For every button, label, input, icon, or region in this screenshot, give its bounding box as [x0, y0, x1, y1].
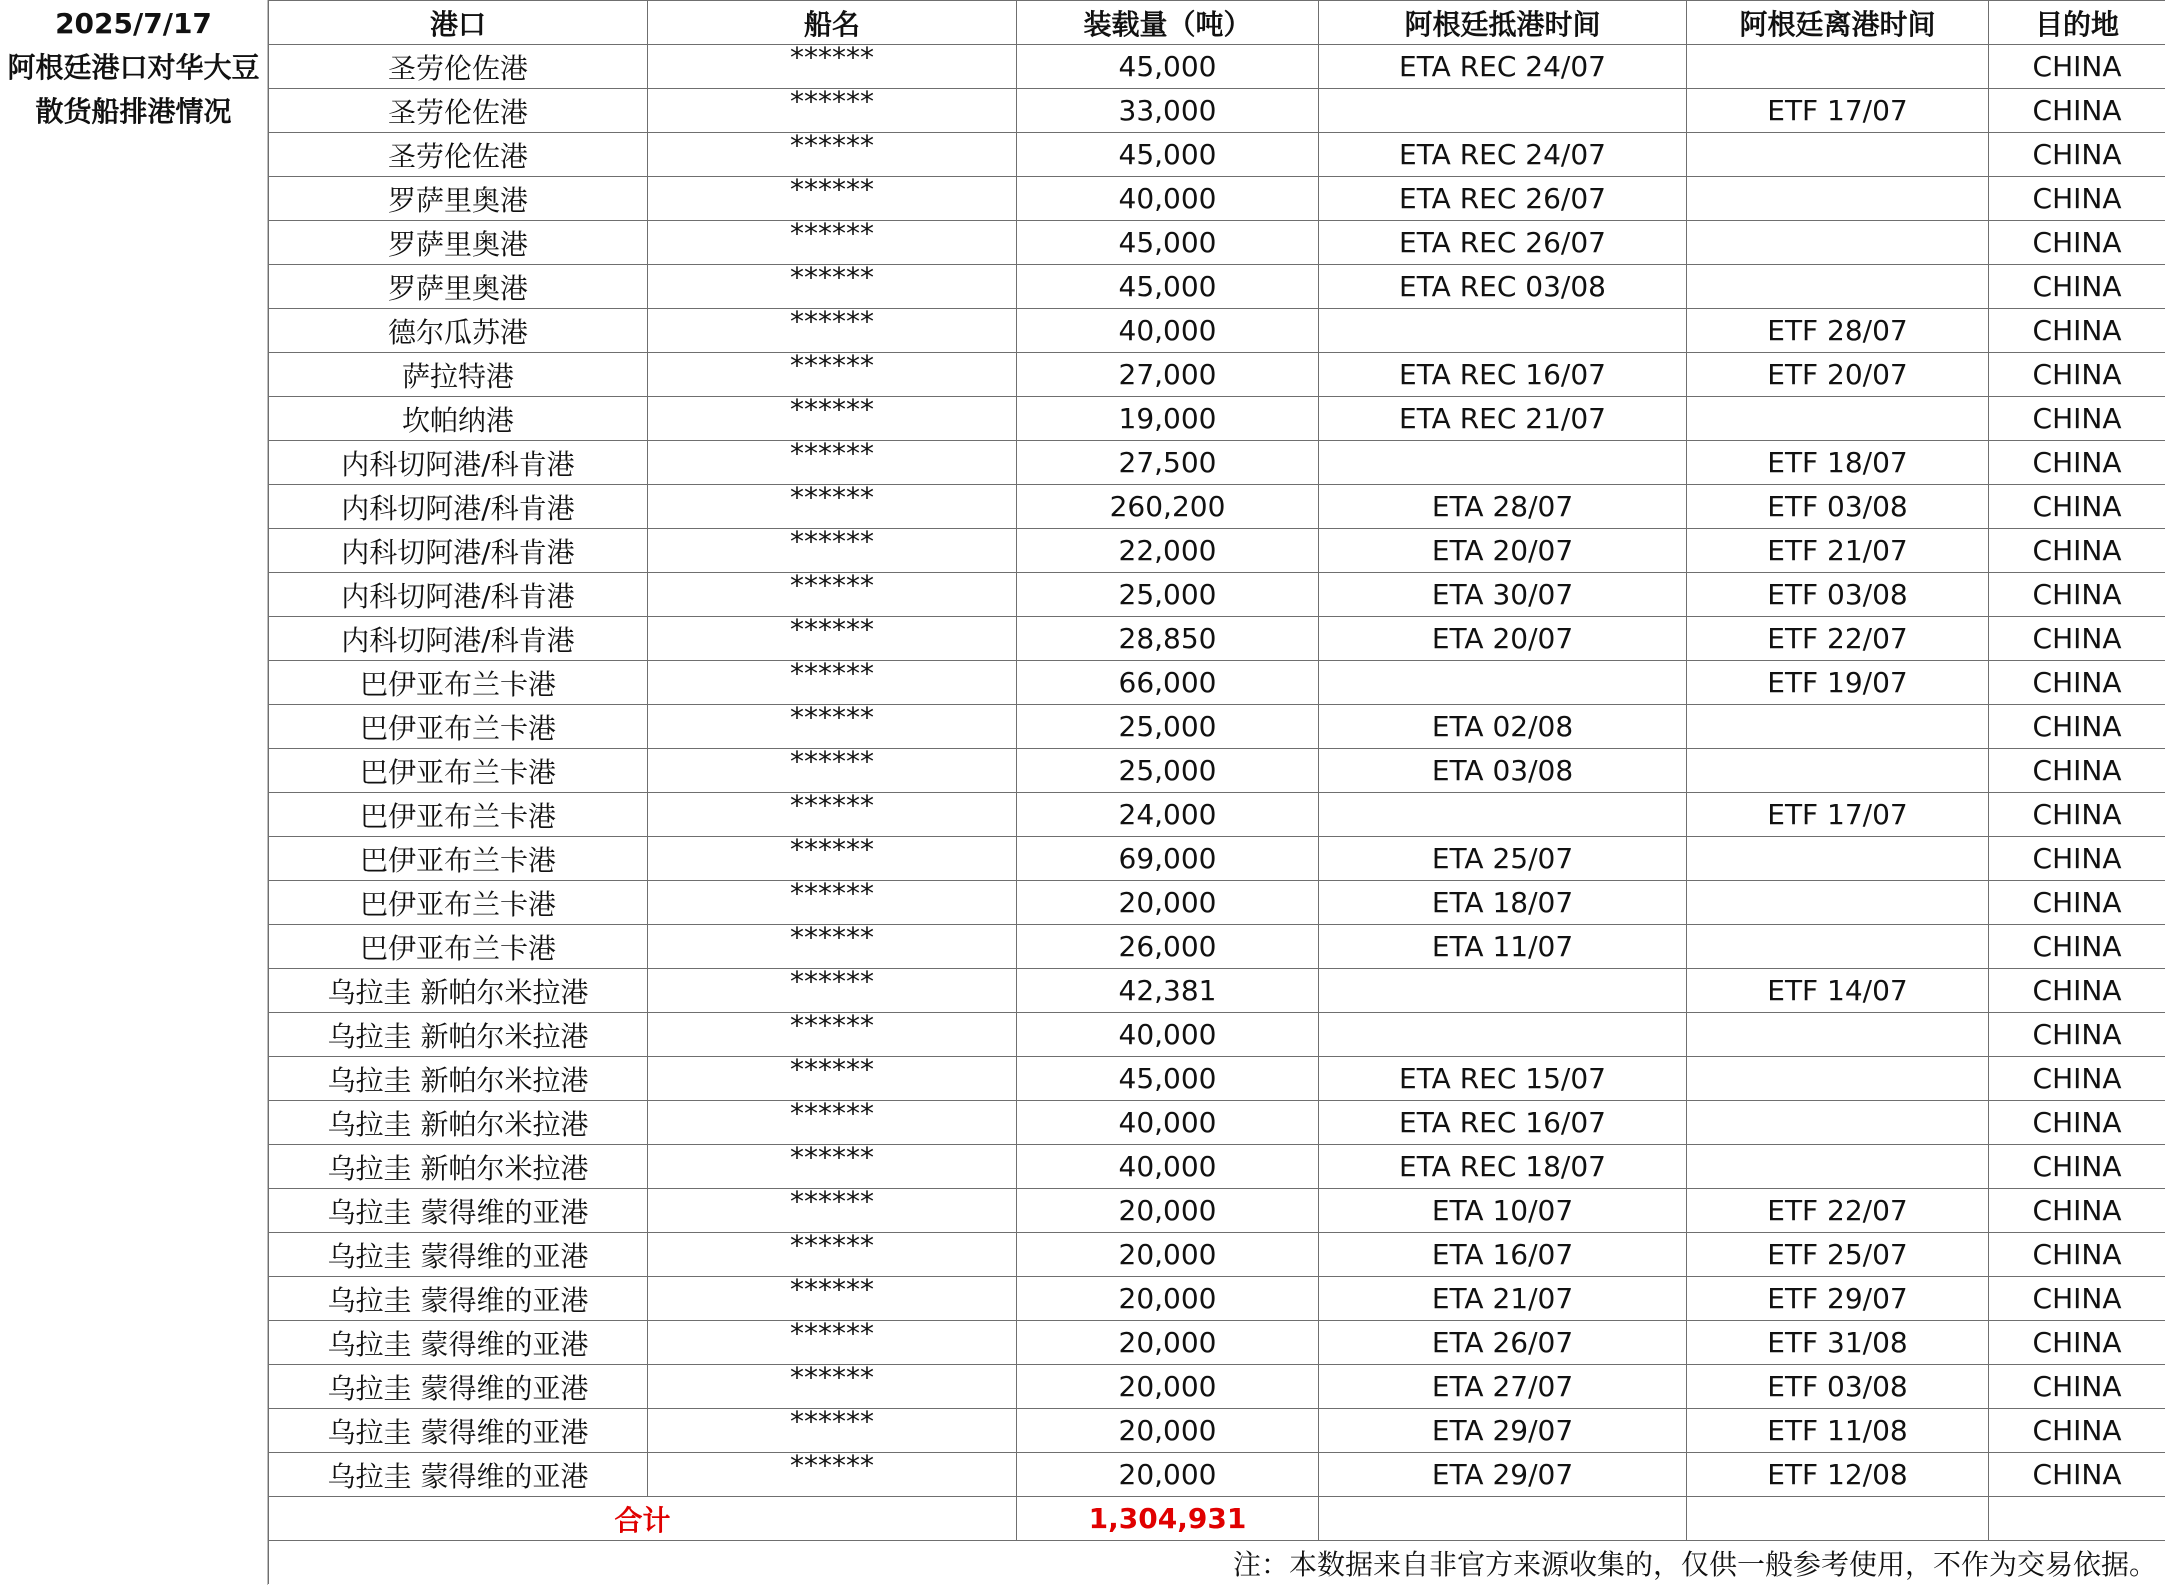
cell-port: 德尔瓜苏港: [269, 309, 648, 353]
cell-eta: ETA 11/07: [1319, 925, 1687, 969]
table-row: [269, 485, 2165, 529]
cell-ship: ******: [648, 1277, 1017, 1321]
cell-destination: CHINA: [1989, 265, 2165, 309]
cell-destination: CHINA: [1989, 793, 2165, 837]
cell-port: 内科切阿港/科肯港: [269, 617, 648, 661]
cell-port: 乌拉圭 新帕尔米拉港: [269, 1101, 648, 1145]
table-header-row: [269, 1, 2165, 45]
cell-eta: [1319, 793, 1687, 837]
cell-ship: ******: [648, 1101, 1017, 1145]
table-row: [269, 1409, 2165, 1453]
cell-destination: CHINA: [1989, 705, 2165, 749]
table-row: [269, 1321, 2165, 1365]
cell-destination: CHINA: [1989, 1365, 2165, 1409]
cell-eta: [1319, 441, 1687, 485]
cell-load: 20,000: [1017, 1233, 1319, 1277]
cell-eta: ETA REC 26/07: [1319, 221, 1687, 265]
cell-destination: CHINA: [1989, 441, 2165, 485]
cell-load: 45,000: [1017, 45, 1319, 89]
cell-eta: ETA 26/07: [1319, 1321, 1687, 1365]
cell-destination: CHINA: [1989, 1321, 2165, 1365]
cell-eta: ETA REC 26/07: [1319, 177, 1687, 221]
cell-eta: ETA 16/07: [1319, 1233, 1687, 1277]
cell-destination: CHINA: [1989, 133, 2165, 177]
cell-port: 巴伊亚布兰卡港: [269, 925, 648, 969]
cell-destination: CHINA: [1989, 529, 2165, 573]
cell-load: 66,000: [1017, 661, 1319, 705]
report-date: 2025/7/17: [55, 7, 212, 40]
cell-ship: ******: [648, 925, 1017, 969]
cell-ship: ******: [648, 485, 1017, 529]
cell-ship: ******: [648, 133, 1017, 177]
cell-ship: ******: [648, 749, 1017, 793]
cell-eta: ETA REC 16/07: [1319, 353, 1687, 397]
cell-ship: ******: [648, 617, 1017, 661]
header-load: 装载量（吨）: [1017, 1, 1319, 45]
cell-ship: ******: [648, 529, 1017, 573]
cell-ship: ******: [648, 969, 1017, 1013]
cell-eta: ETA 20/07: [1319, 617, 1687, 661]
cell-port: 内科切阿港/科肯港: [269, 529, 648, 573]
cell-eta: ETA 28/07: [1319, 485, 1687, 529]
cell-etf: ETF 19/07: [1687, 661, 1989, 705]
cell-destination: CHINA: [1989, 89, 2165, 133]
cell-etf: ETF 17/07: [1687, 89, 1989, 133]
cell-port: 坎帕纳港: [269, 397, 648, 441]
cell-load: 45,000: [1017, 265, 1319, 309]
cell-etf: ETF 14/07: [1687, 969, 1989, 1013]
table-row: [269, 617, 2165, 661]
cell-ship: ******: [648, 1365, 1017, 1409]
cell-destination: CHINA: [1989, 1453, 2165, 1497]
cell-destination: CHINA: [1989, 1145, 2165, 1189]
cell-eta: ETA 29/07: [1319, 1453, 1687, 1497]
cell-port: 乌拉圭 蒙得维的亚港: [269, 1453, 648, 1497]
cell-ship: ******: [648, 441, 1017, 485]
cell-ship: ******: [648, 881, 1017, 925]
cell-load: 40,000: [1017, 177, 1319, 221]
table-row: [269, 1013, 2165, 1057]
cell-destination: CHINA: [1989, 661, 2165, 705]
cell-destination: CHINA: [1989, 177, 2165, 221]
table-row: [269, 1189, 2165, 1233]
cell-etf: [1687, 45, 1989, 89]
header-ship: 船名: [648, 1, 1017, 45]
cell-port: 巴伊亚布兰卡港: [269, 705, 648, 749]
cell-etf: ETF 12/08: [1687, 1453, 1989, 1497]
cell-port: 乌拉圭 新帕尔米拉港: [269, 1013, 648, 1057]
table-body: [269, 45, 2165, 1497]
cell-eta: [1319, 661, 1687, 705]
table-row: [269, 1233, 2165, 1277]
cell-ship: ******: [648, 1453, 1017, 1497]
cell-etf: ETF 03/08: [1687, 573, 1989, 617]
cell-ship: ******: [648, 1057, 1017, 1101]
cell-ship: ******: [648, 221, 1017, 265]
cell-eta: ETA REC 03/08: [1319, 265, 1687, 309]
report-title: 阿根廷港口对华大豆散货船排港情况: [7, 51, 260, 128]
cell-load: 20,000: [1017, 1453, 1319, 1497]
table-row: [269, 177, 2165, 221]
cell-etf: ETF 11/08: [1687, 1409, 1989, 1453]
cell-eta: [1319, 969, 1687, 1013]
cell-destination: CHINA: [1989, 1101, 2165, 1145]
cell-etf: [1687, 397, 1989, 441]
table-row: [269, 529, 2165, 573]
cell-destination: CHINA: [1989, 881, 2165, 925]
table-row: [269, 1101, 2165, 1145]
cell-ship: ******: [648, 45, 1017, 89]
cell-eta: ETA REC 21/07: [1319, 397, 1687, 441]
cell-etf: [1687, 177, 1989, 221]
cell-etf: ETF 22/07: [1687, 617, 1989, 661]
cell-destination: CHINA: [1989, 617, 2165, 661]
cell-port: 巴伊亚布兰卡港: [269, 749, 648, 793]
cell-destination: CHINA: [1989, 485, 2165, 529]
total-value: 1,304,931: [1017, 1497, 1319, 1541]
cell-ship: ******: [648, 1145, 1017, 1189]
cell-etf: [1687, 265, 1989, 309]
cell-ship: ******: [648, 661, 1017, 705]
table-row: [269, 573, 2165, 617]
table-row: [269, 705, 2165, 749]
table-row: [269, 793, 2165, 837]
cell-ship: ******: [648, 705, 1017, 749]
cell-load: 40,000: [1017, 1101, 1319, 1145]
cell-etf: [1687, 925, 1989, 969]
cell-etf: [1687, 881, 1989, 925]
cell-eta: ETA 30/07: [1319, 573, 1687, 617]
cell-ship: ******: [648, 793, 1017, 837]
cell-destination: CHINA: [1989, 1189, 2165, 1233]
cell-eta: ETA 03/08: [1319, 749, 1687, 793]
cell-port: 巴伊亚布兰卡港: [269, 661, 648, 705]
cell-eta: ETA REC 18/07: [1319, 1145, 1687, 1189]
cell-port: 圣劳伦佐港: [269, 89, 648, 133]
table-row: [269, 925, 2165, 969]
table-row: [269, 749, 2165, 793]
cell-eta: ETA REC 24/07: [1319, 133, 1687, 177]
table-row: [269, 45, 2165, 89]
cell-eta: ETA REC 16/07: [1319, 1101, 1687, 1145]
cell-etf: ETF 28/07: [1687, 309, 1989, 353]
sidebar-panel: [0, 0, 268, 1585]
cell-port: 乌拉圭 新帕尔米拉港: [269, 1057, 648, 1101]
cell-eta: [1319, 309, 1687, 353]
cell-etf: [1687, 133, 1989, 177]
cell-destination: CHINA: [1989, 353, 2165, 397]
cell-destination: CHINA: [1989, 1409, 2165, 1453]
cell-etf: [1687, 1013, 1989, 1057]
cell-load: 25,000: [1017, 749, 1319, 793]
cell-port: 乌拉圭 蒙得维的亚港: [269, 1409, 648, 1453]
table-row: [269, 221, 2165, 265]
cell-port: 乌拉圭 蒙得维的亚港: [269, 1189, 648, 1233]
header-port: 港口: [269, 1, 648, 45]
cell-load: 33,000: [1017, 89, 1319, 133]
cell-etf: [1687, 1101, 1989, 1145]
cell-ship: ******: [648, 1409, 1017, 1453]
cell-etf: ETF 17/07: [1687, 793, 1989, 837]
cell-ship: ******: [648, 1321, 1017, 1365]
cell-load: 260,200: [1017, 485, 1319, 529]
table-row: [269, 353, 2165, 397]
cell-eta: ETA REC 24/07: [1319, 45, 1687, 89]
cell-ship: ******: [648, 309, 1017, 353]
cell-etf: ETF 22/07: [1687, 1189, 1989, 1233]
table-row: [269, 89, 2165, 133]
cell-destination: CHINA: [1989, 45, 2165, 89]
cell-load: 26,000: [1017, 925, 1319, 969]
table-row: [269, 265, 2165, 309]
cell-port: 圣劳伦佐港: [269, 133, 648, 177]
cell-etf: ETF 31/08: [1687, 1321, 1989, 1365]
cell-etf: [1687, 221, 1989, 265]
total-label: 合计: [269, 1497, 1017, 1541]
total-blank: [1319, 1497, 1687, 1541]
cell-ship: ******: [648, 353, 1017, 397]
cell-eta: [1319, 1013, 1687, 1057]
cell-destination: CHINA: [1989, 1277, 2165, 1321]
cell-etf: [1687, 1145, 1989, 1189]
cell-destination: CHINA: [1989, 837, 2165, 881]
cell-load: 40,000: [1017, 309, 1319, 353]
cell-port: 内科切阿港/科肯港: [269, 573, 648, 617]
cell-eta: ETA 21/07: [1319, 1277, 1687, 1321]
cell-load: 19,000: [1017, 397, 1319, 441]
cell-port: 巴伊亚布兰卡港: [269, 881, 648, 925]
cell-port: 乌拉圭 新帕尔米拉港: [269, 1145, 648, 1189]
header-eta: 阿根廷抵港时间: [1319, 1, 1687, 45]
cell-ship: ******: [648, 573, 1017, 617]
total-blank: [1687, 1497, 1989, 1541]
cell-load: 27,000: [1017, 353, 1319, 397]
table-row: [269, 1365, 2165, 1409]
cell-eta: ETA 27/07: [1319, 1365, 1687, 1409]
cell-load: 22,000: [1017, 529, 1319, 573]
total-row: [269, 1497, 2165, 1541]
cell-eta: ETA 29/07: [1319, 1409, 1687, 1453]
cell-etf: ETF 21/07: [1687, 529, 1989, 573]
cell-destination: CHINA: [1989, 749, 2165, 793]
cell-ship: ******: [648, 1189, 1017, 1233]
cell-etf: [1687, 749, 1989, 793]
cell-ship: ******: [648, 397, 1017, 441]
cell-load: 20,000: [1017, 1365, 1319, 1409]
cell-load: 25,000: [1017, 573, 1319, 617]
cell-load: 40,000: [1017, 1013, 1319, 1057]
cell-port: 罗萨里奥港: [269, 221, 648, 265]
cell-port: 巴伊亚布兰卡港: [269, 837, 648, 881]
table-row: [269, 441, 2165, 485]
cell-load: 40,000: [1017, 1145, 1319, 1189]
cell-load: 45,000: [1017, 1057, 1319, 1101]
cell-load: 45,000: [1017, 133, 1319, 177]
cell-load: 24,000: [1017, 793, 1319, 837]
table-row: [269, 309, 2165, 353]
cell-ship: ******: [648, 265, 1017, 309]
cell-port: 乌拉圭 蒙得维的亚港: [269, 1277, 648, 1321]
table-row: [269, 1057, 2165, 1101]
shipping-table: [268, 0, 2165, 1584]
cell-port: 罗萨里奥港: [269, 265, 648, 309]
disclaimer-note: 注：本数据来自非官方来源收集的，仅供一般参考使用，不作为交易依据。: [269, 1541, 2165, 1585]
cell-destination: CHINA: [1989, 925, 2165, 969]
cell-port: 罗萨里奥港: [269, 177, 648, 221]
cell-ship: ******: [648, 89, 1017, 133]
cell-etf: ETF 29/07: [1687, 1277, 1989, 1321]
cell-load: 25,000: [1017, 705, 1319, 749]
cell-eta: ETA 18/07: [1319, 881, 1687, 925]
cell-ship: ******: [648, 1233, 1017, 1277]
cell-eta: ETA 02/08: [1319, 705, 1687, 749]
cell-load: 20,000: [1017, 881, 1319, 925]
cell-port: 圣劳伦佐港: [269, 45, 648, 89]
cell-port: 内科切阿港/科肯港: [269, 441, 648, 485]
cell-load: 27,500: [1017, 441, 1319, 485]
cell-eta: [1319, 89, 1687, 133]
cell-destination: CHINA: [1989, 221, 2165, 265]
cell-etf: ETF 18/07: [1687, 441, 1989, 485]
cell-load: 20,000: [1017, 1321, 1319, 1365]
cell-port: 萨拉特港: [269, 353, 648, 397]
total-blank: [1989, 1497, 2165, 1541]
table-row: [269, 1277, 2165, 1321]
cell-etf: ETF 20/07: [1687, 353, 1989, 397]
table-row: [269, 661, 2165, 705]
cell-eta: ETA REC 15/07: [1319, 1057, 1687, 1101]
cell-load: 45,000: [1017, 221, 1319, 265]
cell-port: 乌拉圭 蒙得维的亚港: [269, 1321, 648, 1365]
cell-eta: ETA 20/07: [1319, 529, 1687, 573]
cell-eta: ETA 10/07: [1319, 1189, 1687, 1233]
cell-destination: CHINA: [1989, 969, 2165, 1013]
header-destination: 目的地: [1989, 1, 2165, 45]
header-etf: 阿根廷离港时间: [1687, 1, 1989, 45]
cell-etf: [1687, 705, 1989, 749]
cell-load: 42,381: [1017, 969, 1319, 1013]
table-row: [269, 1145, 2165, 1189]
cell-etf: [1687, 837, 1989, 881]
cell-ship: ******: [648, 1013, 1017, 1057]
cell-etf: ETF 25/07: [1687, 1233, 1989, 1277]
note-row: [269, 1541, 2165, 1585]
cell-etf: ETF 03/08: [1687, 485, 1989, 529]
cell-destination: CHINA: [1989, 1013, 2165, 1057]
table-row: [269, 969, 2165, 1013]
table-row: [269, 397, 2165, 441]
cell-destination: CHINA: [1989, 309, 2165, 353]
cell-etf: [1687, 1057, 1989, 1101]
cell-destination: CHINA: [1989, 1233, 2165, 1277]
cell-destination: CHINA: [1989, 573, 2165, 617]
cell-load: 69,000: [1017, 837, 1319, 881]
cell-port: 乌拉圭 蒙得维的亚港: [269, 1365, 648, 1409]
table-row: [269, 1453, 2165, 1497]
cell-load: 20,000: [1017, 1277, 1319, 1321]
cell-destination: CHINA: [1989, 397, 2165, 441]
table-row: [269, 133, 2165, 177]
table-row: [269, 837, 2165, 881]
cell-port: 乌拉圭 新帕尔米拉港: [269, 969, 648, 1013]
cell-port: 乌拉圭 蒙得维的亚港: [269, 1233, 648, 1277]
table-row: [269, 881, 2165, 925]
cell-eta: ETA 25/07: [1319, 837, 1687, 881]
cell-ship: ******: [648, 837, 1017, 881]
cell-load: 20,000: [1017, 1409, 1319, 1453]
cell-port: 内科切阿港/科肯港: [269, 485, 648, 529]
cell-destination: CHINA: [1989, 1057, 2165, 1101]
cell-load: 20,000: [1017, 1189, 1319, 1233]
cell-port: 巴伊亚布兰卡港: [269, 793, 648, 837]
cell-ship: ******: [648, 177, 1017, 221]
cell-etf: ETF 03/08: [1687, 1365, 1989, 1409]
cell-load: 28,850: [1017, 617, 1319, 661]
